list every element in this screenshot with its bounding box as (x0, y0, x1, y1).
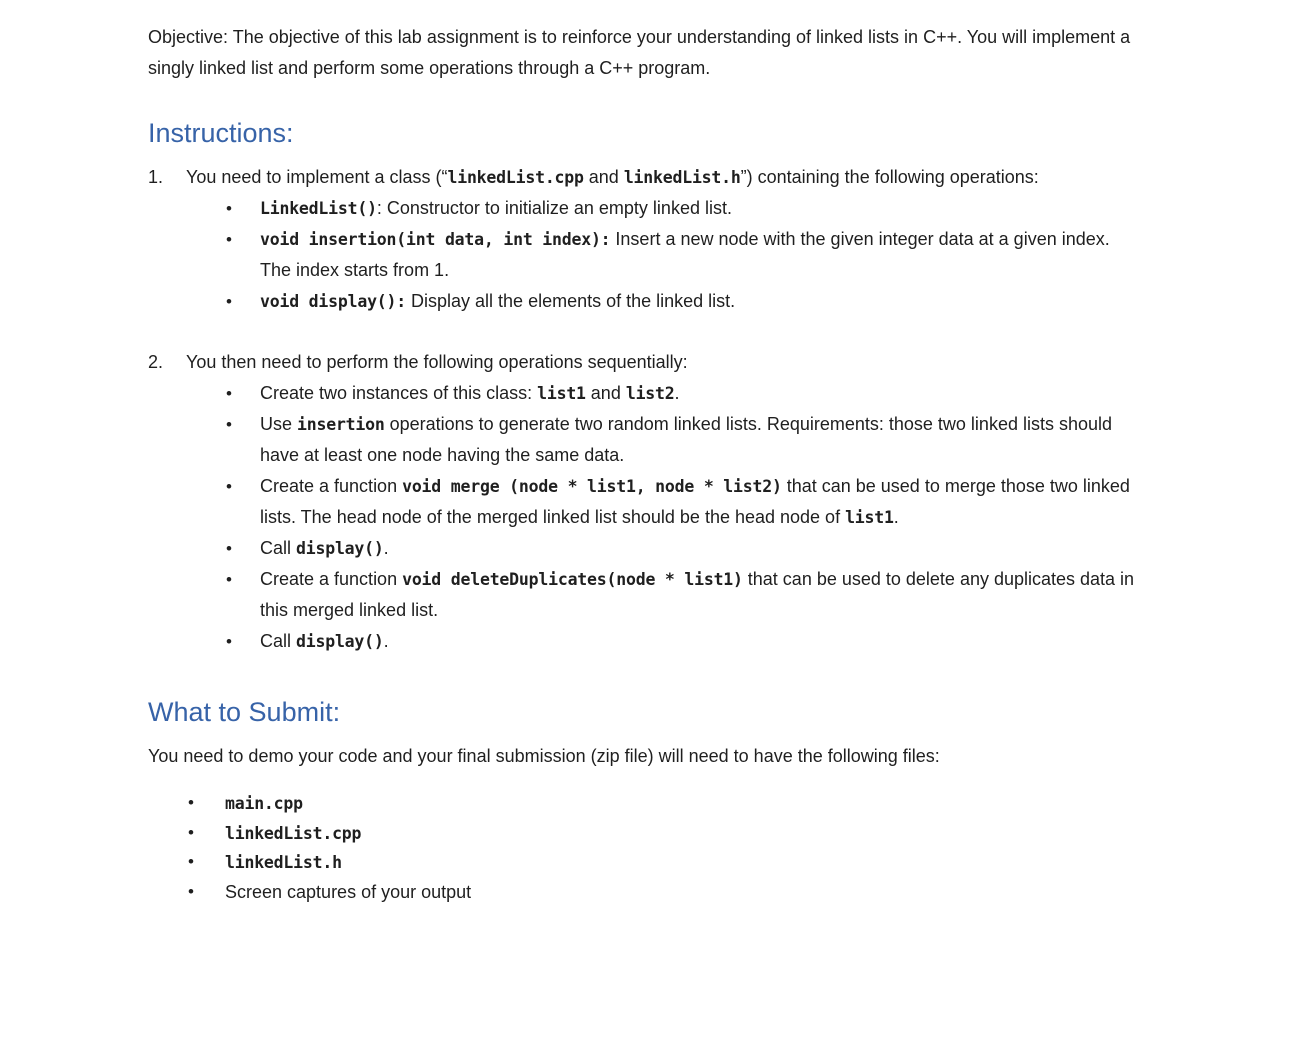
code-span: void deleteDuplicates(node * list1) (402, 570, 743, 589)
bullet-text-random-lists (260, 409, 1140, 471)
text-span: You then need to perform the following operations sequentially: (186, 352, 688, 372)
submit-bullet-list (148, 789, 1140, 906)
submit-screen-captures (225, 878, 1140, 907)
item-2-bullet-list (186, 378, 1140, 657)
code-span: display() (296, 632, 384, 651)
item-1-bullet-list (186, 193, 1140, 317)
bullet-text-merge (260, 471, 1140, 533)
code-span: insertion (297, 415, 385, 434)
submit-file-main-cpp (225, 789, 1140, 819)
code-span: linkedList.cpp (447, 168, 584, 187)
code-span: void display(): (260, 292, 407, 311)
bullet-icon: • (226, 415, 232, 434)
item-1-body (186, 162, 1140, 317)
bullet-icon: • (226, 539, 232, 558)
text-span: Create a function (260, 569, 403, 589)
document-content (148, 22, 1140, 906)
list-item (186, 409, 1140, 471)
text-span: that can be used to delete any duplicates data in this merged linked list. (260, 569, 1135, 620)
code-span: void merge (node * list1, node * list2) (402, 477, 782, 496)
list-item (186, 564, 1140, 626)
list-item (186, 533, 1140, 564)
bullet-text-display (260, 286, 1140, 317)
text-span: Use (260, 414, 298, 434)
numbered-item-1 (148, 162, 1140, 317)
code-span: linkedList.h (225, 853, 342, 872)
text-span: You need to demo your code and your final submission (zip file) will need to have the following files: (148, 746, 940, 766)
item-2-body (186, 347, 1140, 657)
list-item (148, 819, 1140, 849)
code-span: list2 (625, 384, 675, 403)
bullet-text-delete-duplicates (260, 564, 1140, 626)
code-span: void insertion(int data, int index): (260, 230, 611, 249)
code-span: display() (296, 539, 384, 558)
text-span: Create two instances of this class: (260, 383, 538, 403)
item-1-lead (186, 162, 1140, 193)
bullet-icon: • (226, 384, 232, 403)
text-span: Call (260, 631, 297, 651)
bullet-text-instances (260, 378, 1140, 409)
objective-paragraph (148, 22, 1140, 84)
code-span: main.cpp (225, 794, 303, 813)
list-item (186, 224, 1140, 286)
text-span: : Constructor to initialize an empty linked list. (376, 198, 732, 218)
text-span: Create a function (260, 476, 403, 496)
list-item (186, 193, 1140, 224)
text-span: Insert a new node with the given integer data at a given index. The index starts from 1. (260, 229, 1110, 280)
text-span: . (674, 383, 680, 403)
code-span: list1 (537, 384, 586, 403)
item-2-lead (186, 347, 1140, 378)
bullet-text-call-display-1 (260, 533, 1140, 564)
bullet-icon: • (226, 477, 232, 496)
submit-intro (148, 741, 1140, 772)
list-item (186, 471, 1140, 533)
code-span: linkedList.h (623, 168, 741, 187)
text-span: . (383, 631, 389, 651)
text-span: Display all the elements of the linked list. (406, 291, 736, 311)
text-span: Call (260, 538, 297, 558)
list-item (186, 626, 1140, 657)
text-span: . (893, 507, 899, 527)
list-item (186, 286, 1140, 317)
bullet-text-call-display-2 (260, 626, 1140, 657)
bullet-icon: • (188, 822, 194, 842)
bullet-icon: • (226, 199, 232, 218)
text-span: that can be used to merge those two linked lists. The head node of the merged linked list should be the head node of (260, 476, 1130, 527)
bullet-icon: • (226, 570, 232, 589)
code-span: list1 (845, 508, 894, 527)
item-2-number: 2. (148, 352, 164, 372)
text-span: operations to generate two random linked lists. Requirements: those two linked lists should have at least one node having the same data. (260, 414, 1113, 465)
list-item (186, 378, 1140, 409)
instructions-heading: Instructions: (148, 118, 294, 148)
submit-file-linkedlist-cpp (225, 819, 1140, 849)
what-to-submit-heading: What to Submit: (148, 697, 341, 727)
submit-file-linkedlist-h (225, 848, 1140, 878)
code-span: LinkedList() (260, 199, 377, 218)
bullet-icon: • (226, 230, 232, 249)
text-span: Objective: The objective of this lab assignment is to reinforce your understanding of linked lists in C++. You will implement a singly linked list and perform some operations through a C++ program. (148, 27, 1131, 78)
list-item (148, 789, 1140, 819)
bullet-icon: • (188, 852, 194, 871)
item-1-number: 1. (148, 167, 164, 187)
bullet-icon: • (226, 632, 232, 651)
bullet-text-constructor (260, 193, 1140, 224)
text-span: and (583, 167, 624, 187)
list-item (148, 848, 1140, 878)
text-span: . (383, 538, 389, 558)
bullet-text-insertion (260, 224, 1140, 286)
numbered-item-2 (148, 347, 1140, 657)
bullet-icon: • (226, 292, 232, 311)
text-span: You need to implement a class (“ (186, 167, 448, 187)
text-span: and (585, 383, 626, 403)
code-span: linkedList.cpp (225, 823, 362, 843)
bullet-icon: • (188, 881, 194, 901)
list-item (148, 878, 1140, 907)
text-span: ”) containing the following operations: (740, 167, 1039, 187)
text-span: Screen captures of your output (225, 881, 472, 902)
bullet-icon: • (188, 793, 194, 812)
